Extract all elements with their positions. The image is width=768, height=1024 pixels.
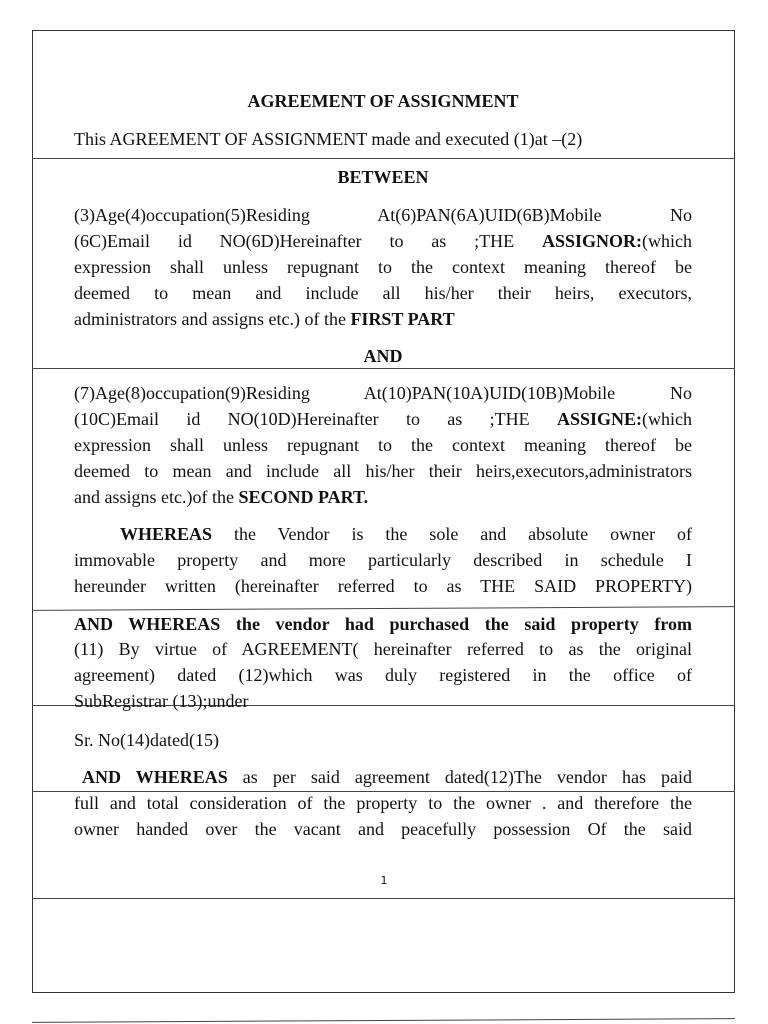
party2-line2-post: (which	[642, 409, 692, 429]
whereas1-line1	[74, 521, 692, 547]
party2-line2	[74, 406, 692, 432]
second-part-label: SECOND PART.	[238, 487, 369, 507]
intro-text: This AGREEMENT OF ASSIGNMENT made and executed (1)at –(2)	[74, 129, 583, 149]
divider-line	[32, 1018, 735, 1023]
whereas2-line1: AND WHEREAS the vendor had purchased the said property from	[74, 614, 692, 634]
document-title: AGREEMENT OF ASSIGNMENT	[247, 91, 519, 111]
party1-line5	[74, 306, 692, 332]
whereas2-line4: SubRegistrar (13);under	[74, 691, 249, 711]
whereas3-line1-post: as per said agreement dated(12)The vendor has paid	[227, 767, 692, 787]
whereas2-line3: agreement) dated (12)which was duly registered in the office of	[74, 665, 692, 685]
party1-line2	[74, 228, 692, 254]
serial-number-line: Sr. No(14)dated(15)	[74, 730, 219, 750]
party1-line3: expression shall unless repugnant to the context meaning thereof be	[74, 257, 692, 277]
and-whereas-label: AND WHEREAS	[82, 767, 228, 787]
party2-line2-pre: (10C)Email id NO(10D)Hereinafter to as ;THE	[74, 409, 557, 429]
whereas1-line1-post: the Vendor is the sole and absolute owner of	[212, 524, 692, 544]
whereas3-line3: owner handed over the vacant and peacefully possession Of the said	[74, 819, 692, 839]
whereas1-line2: immovable property and more particularly described in schedule I	[74, 550, 692, 570]
party1-line1: (3)Age(4)occupation(5)Residing At(6)PAN(6A)UID(6B)Mobile No	[74, 205, 692, 225]
divider-line	[32, 158, 735, 159]
divider-line	[32, 898, 735, 899]
assignee-label: ASSIGNE:	[556, 409, 643, 429]
whereas3-line2: full and total consideration of the property to the owner . and therefore the	[74, 793, 692, 813]
party1-line2-post: (which	[642, 231, 692, 251]
party1-line5-pre: administrators and assigns etc.) of the	[74, 309, 351, 329]
whereas-label: WHEREAS	[120, 524, 213, 544]
between-heading: BETWEEN	[337, 167, 429, 187]
assignor-label: ASSIGNOR:	[541, 231, 643, 251]
first-part-label: FIRST PART	[350, 309, 455, 329]
party2-line5	[74, 484, 692, 510]
whereas3-line1	[74, 764, 692, 790]
party2-line3: expression shall unless repugnant to the context meaning thereof be	[74, 435, 692, 455]
party1-line4: deemed to mean and include all his/her their heirs, executors,	[74, 283, 692, 303]
party2-line1: (7)Age(8)occupation(9)Residing At(10)PAN(10A)UID(10B)Mobile No	[74, 383, 692, 403]
whereas2-line2: (11) By virtue of AGREEMENT( hereinafter referred to as the original	[74, 639, 692, 659]
party2-line5-pre: and assigns etc.)of the	[74, 487, 239, 507]
party2-line4: deemed to mean and include all his/her their heirs,executors,administrators	[74, 461, 692, 481]
party1-line2-pre: (6C)Email id NO(6D)Hereinafter to as ;THE	[74, 231, 542, 251]
and-heading: AND	[363, 346, 403, 366]
whereas1-line3: hereunder written (hereinafter referred to as THE SAID PROPERTY)	[74, 576, 692, 596]
page-number: 1	[380, 874, 388, 887]
